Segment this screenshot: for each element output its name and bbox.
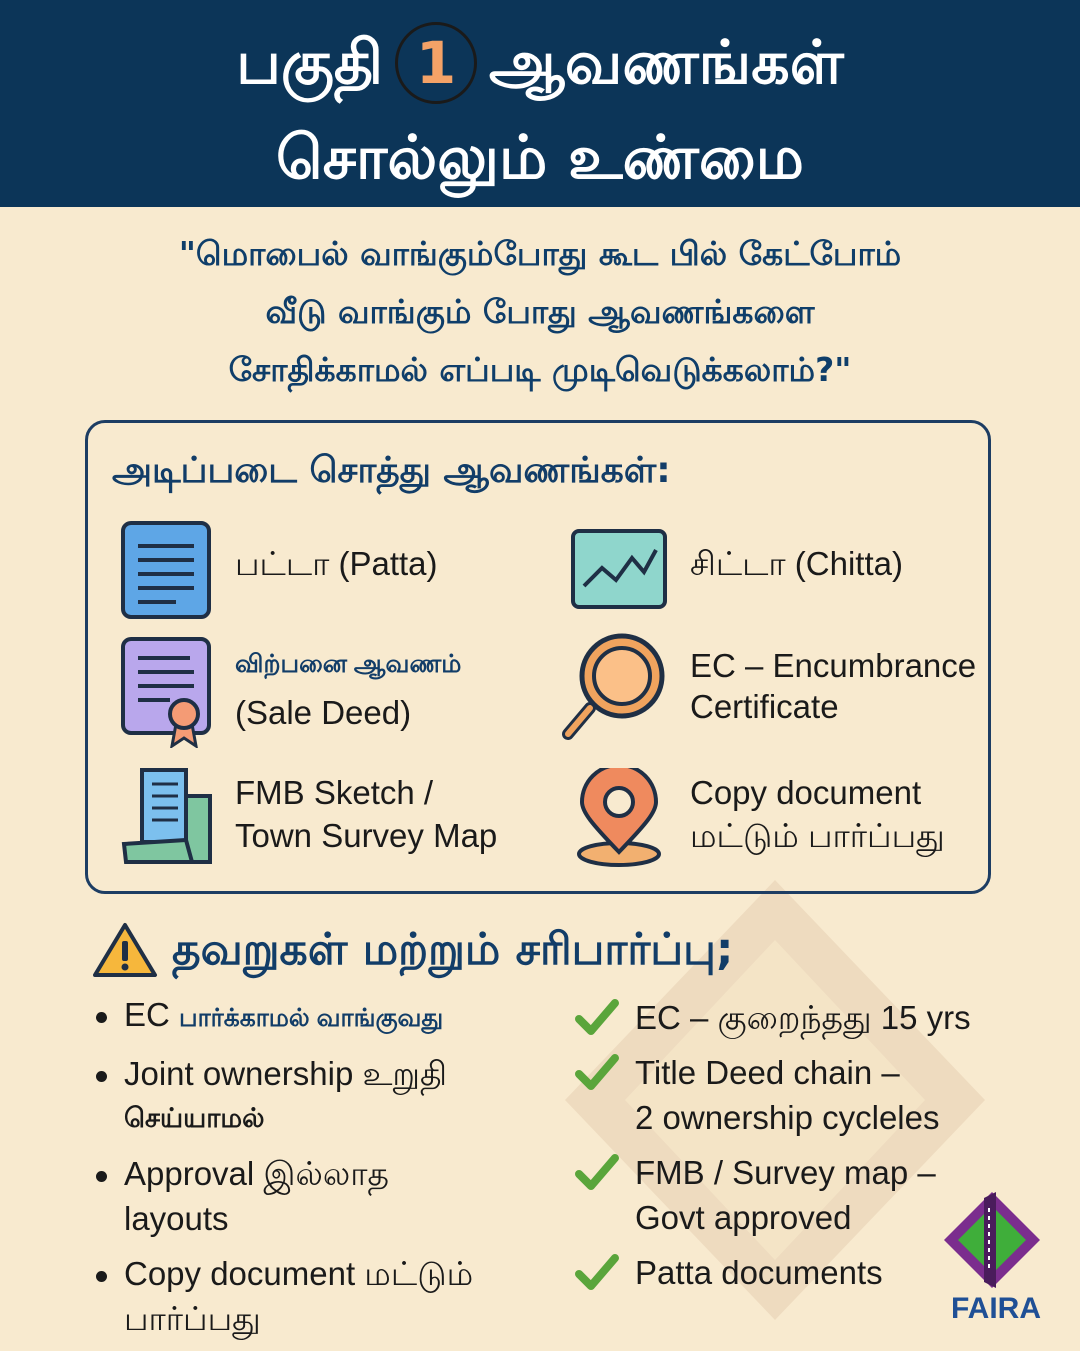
- building-map-icon: [120, 766, 216, 866]
- check-3-a: FMB / Survey map –: [635, 1154, 936, 1191]
- list-item: [575, 1150, 995, 1240]
- list-item: [575, 1050, 995, 1140]
- checks-list: [575, 995, 995, 1305]
- list-item: [575, 1250, 995, 1295]
- header-part-label: பகுதி: [236, 28, 384, 98]
- list-item: [92, 1251, 562, 1341]
- location-pin-icon: [574, 768, 664, 868]
- checkmark-icon: [575, 997, 619, 1037]
- magnifier-icon: [560, 630, 670, 745]
- checkmark-icon: [575, 1252, 619, 1292]
- mistakes-heading: [92, 920, 733, 980]
- intro-quote: [0, 225, 1080, 399]
- brand-name: FAIRA: [951, 1292, 1041, 1325]
- mistakes-title: தவறுகள் மற்றும் சரிபார்ப்பு;: [172, 924, 734, 975]
- mistake-4-a: Copy document மட்டும்: [124, 1255, 474, 1292]
- check-3-b: Govt approved: [635, 1199, 852, 1236]
- header-documents-word: ஆவணங்கள்: [489, 28, 844, 98]
- doc-label-patta: பட்டா (Patta): [235, 545, 438, 582]
- check-1-a: EC – குறைந்தது 15 yrs: [635, 999, 971, 1036]
- doc-label-ec-line2: Certificate: [690, 688, 839, 725]
- mistake-3-a: Approval இல்லாத: [124, 1155, 390, 1192]
- list-item: [92, 992, 562, 1041]
- doc-label-sale-deed-tamil: விற்பனை ஆவணம்: [235, 650, 462, 678]
- header-banner: [0, 0, 1080, 207]
- doc-label-fmb-line2: Town Survey Map: [235, 817, 498, 854]
- list-item: [575, 995, 995, 1040]
- doc-label-copy-line2: மட்டும் பார்ப்பது: [690, 817, 945, 854]
- doc-label-copy-line1: Copy document: [690, 774, 922, 811]
- checkmark-icon: [575, 1052, 619, 1092]
- documents-title: அடிப்படை சொத்து ஆவணங்கள்:: [112, 450, 671, 491]
- quote-line-1: "மொபைல் வாங்கும்போது கூட பில் கேட்போம்: [178, 234, 902, 273]
- chart-icon: [570, 528, 668, 610]
- mistake-2-a: Joint ownership உறுதி: [124, 1055, 448, 1092]
- header-title-line2: சொல்லும் உண்மை: [276, 123, 804, 193]
- quote-line-2: வீடு வாங்கும் போது ஆவணங்களை: [265, 292, 815, 331]
- mistake-3-b: layouts: [124, 1200, 229, 1237]
- list-item: [92, 1151, 562, 1241]
- check-2-a: Title Deed chain –: [635, 1054, 900, 1091]
- part-number-badge: 1: [395, 22, 477, 104]
- mistake-4-b: பார்ப்பது: [124, 1300, 261, 1337]
- header-title-line1: [0, 22, 1080, 104]
- checkmark-icon: [575, 1152, 619, 1192]
- mistake-1-a: EC: [124, 996, 180, 1033]
- mistake-2-b: செய்யாமல்: [124, 1103, 265, 1133]
- mistakes-list: [92, 992, 562, 1351]
- doc-label-chitta: சிட்டா (Chitta): [690, 545, 903, 582]
- check-2-b: 2 ownership cycleles: [635, 1099, 940, 1136]
- mistake-1-b: பார்க்காமல் வாங்குவது: [179, 1004, 444, 1032]
- doc-label-fmb-line1: FMB Sketch /: [235, 774, 434, 811]
- list-item: [92, 1051, 562, 1141]
- document-icon: [120, 520, 212, 620]
- check-4-a: Patta documents: [635, 1254, 883, 1291]
- doc-label-ec-line1: EC – Encumbrance: [690, 647, 977, 684]
- doc-label-sale-deed: (Sale Deed): [235, 694, 412, 731]
- certificate-icon: [120, 636, 214, 748]
- quote-line-3: சோதிக்காமல் எப்படி முடிவெடுக்கலாம்?": [228, 350, 852, 389]
- warning-icon: [92, 921, 158, 979]
